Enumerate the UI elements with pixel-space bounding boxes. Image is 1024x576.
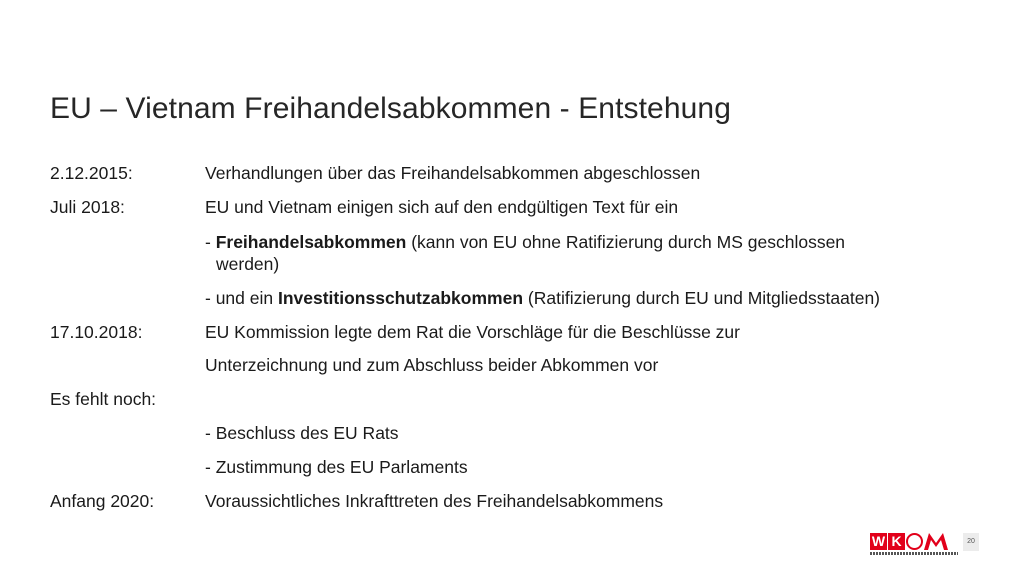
timeline-text: - Beschluss des EU Rats <box>205 423 399 443</box>
text-suffix: (Ratifizierung durch EU und Mitgliedsstaaten) <box>523 288 881 308</box>
timeline-text <box>205 231 845 253</box>
bold-term: Freihandelsabkommen <box>215 232 407 252</box>
timeline-text: Voraussichtliches Inkrafttreten des Freihandelsabkommens <box>205 491 664 511</box>
logo-letter: W <box>871 533 886 549</box>
timeline-text-continuation: werden) <box>216 254 280 274</box>
text-suffix: (kann von EU ohne Ratifizierung durch MS geschlossen <box>406 232 846 252</box>
text-prefix: - <box>205 232 216 252</box>
logo-letter <box>906 533 923 550</box>
timeline-date: 2.12.2015: <box>50 163 133 183</box>
timeline-date: 17.10.2018: <box>50 322 143 342</box>
logo-subline <box>870 552 958 555</box>
timeline-date: Es fehlt noch: <box>50 389 157 409</box>
timeline-text: Verhandlungen über das Freihandelsabkommen abgeschlossen <box>205 163 701 183</box>
timeline-date: Juli 2018: <box>50 197 125 217</box>
timeline-text: Unterzeichnung und zum Abschluss beider Abkommen vor <box>205 355 659 375</box>
slide-title: EU – Vietnam Freihandelsabkommen - Entstehung <box>50 92 731 125</box>
logo-m-icon <box>924 533 948 550</box>
timeline-text: - Zustimmung des EU Parlaments <box>205 457 468 477</box>
logo-letter <box>924 533 948 550</box>
text-prefix: - und ein <box>205 288 278 308</box>
wko-logo <box>870 533 958 557</box>
page-number: 20 <box>963 533 979 551</box>
timeline-text: EU und Vietnam einigen sich auf den endgültigen Text für ein <box>205 197 679 217</box>
timeline-text: EU Kommission legte dem Rat die Vorschläge für die Beschlüsse zur <box>205 322 740 342</box>
logo-letter: K <box>888 533 905 550</box>
timeline-date: Anfang 2020: <box>50 491 155 511</box>
timeline-text <box>205 287 880 309</box>
bold-term: Investitionsschutzabkommen <box>277 288 524 308</box>
